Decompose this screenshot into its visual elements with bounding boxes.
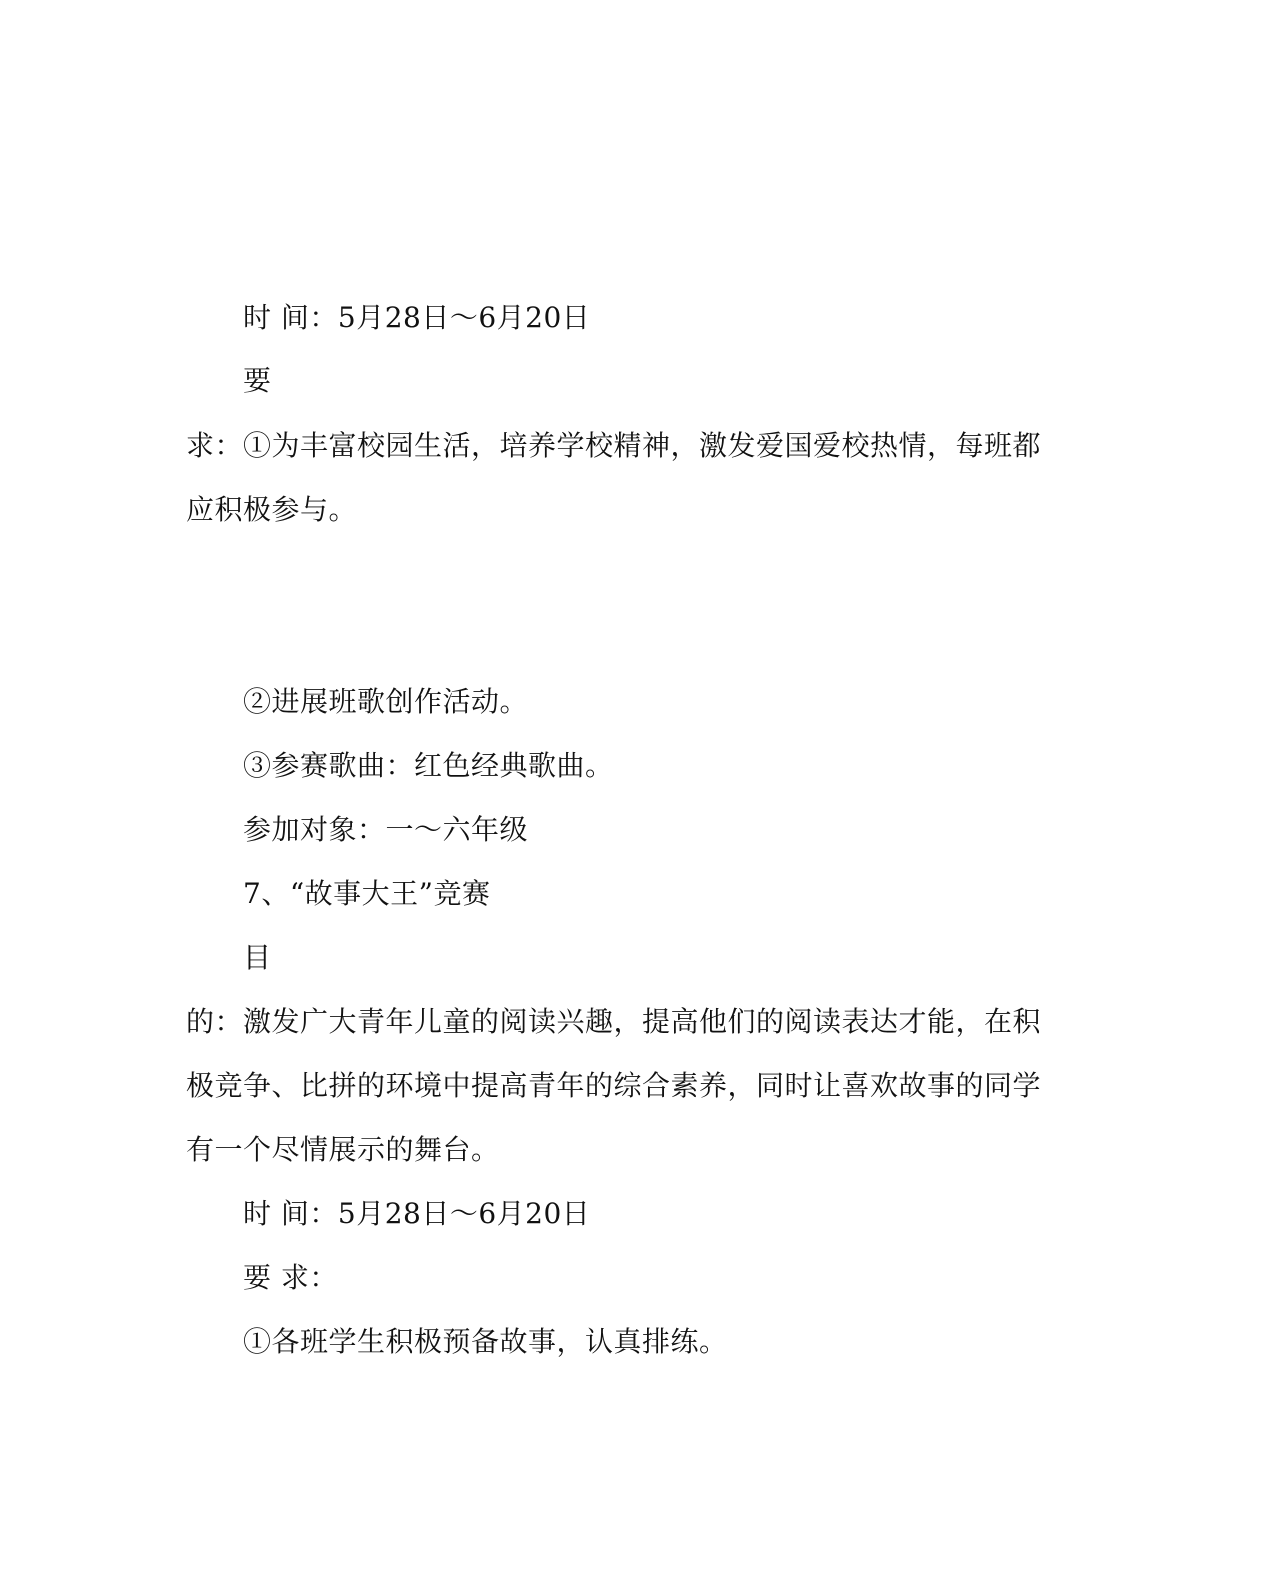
requirement-paragraph-1-line-1: 求：①为丰富校园生活，培养学校精神，激发爱国爱校热情，每班都 <box>186 429 1042 462</box>
purpose-paragraph-line-1: 的：激发广大青年儿童的阅读兴趣，提高他们的阅读表达才能，在积 <box>186 1005 1042 1038</box>
requirement-paragraph-1-line-2: 应积极参与。 <box>186 493 358 526</box>
time-line-2: 时 间：5月28日～6月20日 <box>243 1197 591 1230</box>
purpose-paragraph-line-3: 有一个尽情展示的舞台。 <box>186 1133 500 1166</box>
requirement-item-story-1: ①各班学生积极预备故事，认真排练。 <box>243 1325 728 1358</box>
requirement-label-2: 要 求： <box>243 1261 338 1294</box>
requirement-item-2: ②进展班歌创作活动。 <box>243 685 529 718</box>
time-line-1: 时 间：5月28日～6月20日 <box>243 301 591 334</box>
purpose-label: 目 <box>243 941 272 974</box>
requirement-item-3: ③参赛歌曲：红色经典歌曲。 <box>243 749 614 782</box>
participants-line: 参加对象：一～六年级 <box>243 813 529 846</box>
purpose-paragraph-line-2: 极竞争、比拼的环境中提高青年的综合素养，同时让喜欢故事的同学 <box>186 1069 1042 1102</box>
requirement-label-1: 要 <box>243 364 272 397</box>
section-heading-7: 7、“故事大王”竞赛 <box>243 877 491 910</box>
